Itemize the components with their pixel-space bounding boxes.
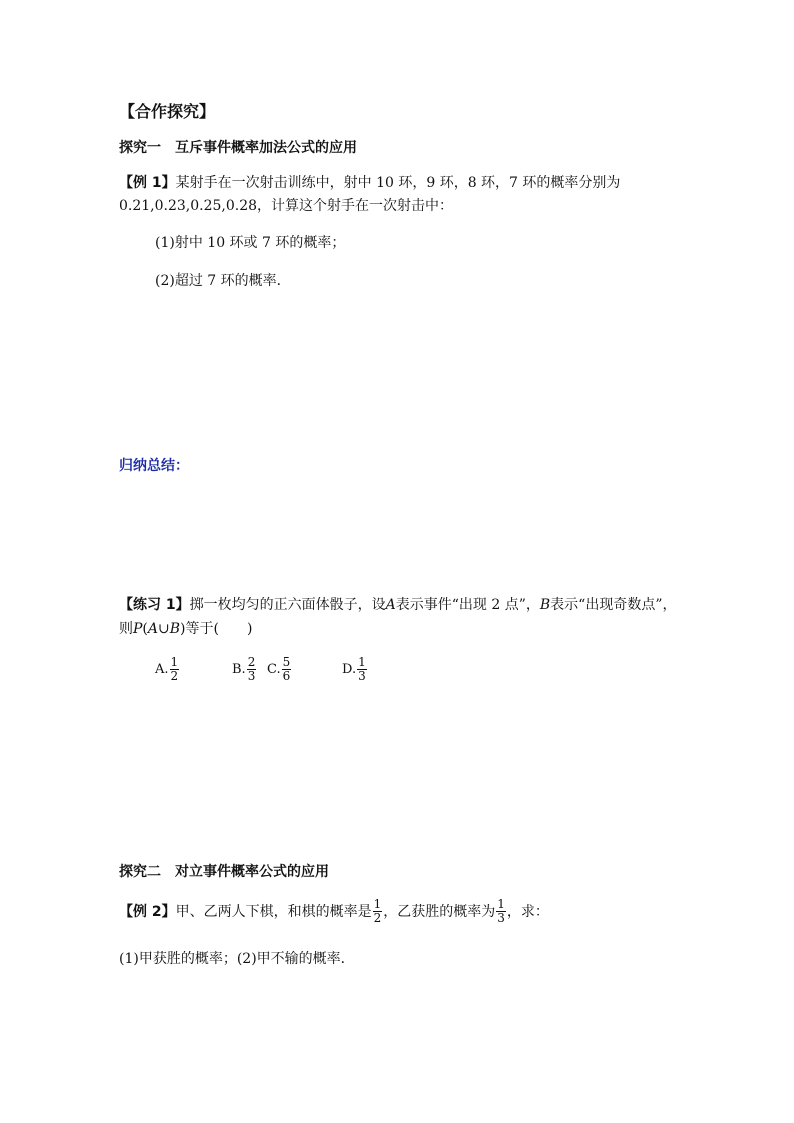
- summary-label: 归纳总结：: [119, 458, 189, 474]
- example1-line2: 0.21,0.23,0.25,0.28，计算这个射手在一次射击中：: [119, 198, 454, 214]
- option-c-fraction: [282, 656, 292, 682]
- var-A: A: [385, 597, 396, 613]
- fraction-1-denominator: 2: [373, 910, 382, 925]
- example2-fraction-2: [496, 898, 506, 924]
- fraction-2-numerator: 1: [497, 897, 505, 911]
- option-a-letter: A.: [155, 661, 169, 677]
- exercise1-text-a: 掷一枚均匀的正六面体骰子，设: [189, 597, 386, 613]
- expr-P: P: [133, 621, 143, 637]
- option-d[interactable]: [342, 656, 368, 682]
- option-d-letter: D.: [342, 661, 357, 677]
- option-a[interactable]: [155, 656, 180, 682]
- option-d-numerator: 1: [358, 655, 366, 669]
- example1-line1: [119, 172, 620, 192]
- option-b[interactable]: [232, 656, 257, 682]
- expr-B: B: [169, 621, 181, 637]
- exercise1-line1: [119, 594, 677, 614]
- example1-label: 【例 1】: [119, 175, 176, 191]
- union-symbol: ∪: [158, 621, 170, 637]
- option-c-letter: C.: [267, 661, 281, 677]
- example1-question2: (2)超过 7 环的概率．: [155, 273, 291, 289]
- option-d-fraction: [357, 656, 367, 682]
- expr-close-paren: ): [180, 621, 186, 637]
- explore2-title: 探究二 对立事件概率公式的应用: [119, 864, 329, 880]
- option-c-numerator: 5: [282, 655, 291, 669]
- option-a-numerator: 1: [170, 655, 179, 669]
- example1-text: 某射手在一次射击训练中，射中 10 环，9 环，8 环，7 环的概率分别为: [175, 175, 621, 191]
- option-b-denominator: 3: [247, 668, 256, 683]
- exercise1-text-c: 表示“出现奇数点”，: [550, 597, 677, 613]
- option-c-denominator: 6: [282, 668, 291, 683]
- exercise1-label: 【练习 1】: [119, 597, 190, 613]
- option-d-denominator: 3: [358, 668, 366, 683]
- expr-A: A: [147, 621, 159, 637]
- section-title: 【合作探究】: [119, 102, 216, 121]
- fraction-2-denominator: 3: [497, 910, 505, 925]
- example2-text-c: ，求：: [506, 904, 549, 921]
- exercise1-line2-suffix: 等于( ): [185, 621, 253, 637]
- example2-fraction-1: [373, 898, 383, 924]
- explore1-title: 探究一 互斥事件概率加法公式的应用: [119, 140, 357, 156]
- option-b-letter: B.: [232, 661, 246, 677]
- example2-questions: (1)甲获胜的概率；(2)甲不输的概率．: [119, 951, 355, 967]
- example1-question1: (1)射中 10 环或 7 环的概率；: [155, 235, 346, 251]
- option-b-numerator: 2: [247, 655, 256, 669]
- example2-line: [119, 898, 549, 924]
- example2-text-a: 甲、乙两人下棋，和棋的概率是: [175, 904, 372, 921]
- example2-text-b: ，乙获胜的概率为: [383, 904, 496, 921]
- fraction-1-numerator: 1: [373, 897, 382, 911]
- option-a-denominator: 2: [170, 668, 179, 683]
- exercise1-line2-prefix: 则: [119, 621, 133, 637]
- var-B: B: [539, 597, 551, 613]
- option-a-fraction: [170, 656, 180, 682]
- expr-open-paren: (: [142, 621, 148, 637]
- exercise1-text-b: 表示事件“出现 2 点”，: [395, 597, 540, 613]
- option-b-fraction: [247, 656, 257, 682]
- example2-label: 【例 2】: [119, 904, 176, 921]
- exercise1-line2: [119, 618, 252, 638]
- option-c[interactable]: [267, 656, 292, 682]
